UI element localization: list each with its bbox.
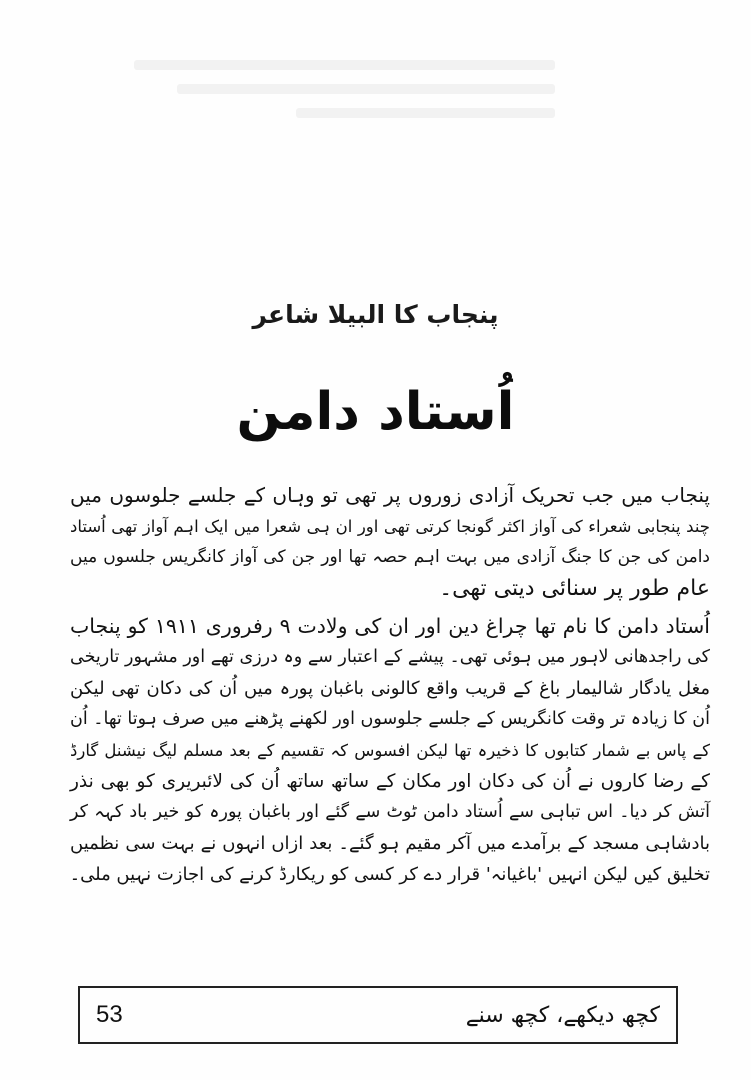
paragraph-2 (70, 611, 710, 890)
text-line: اُستاد دامن کا نام تھا چراغ دین اور ان کی ولادت ۹ رفروری ۱۹۱۱ کو پنجاب (70, 614, 710, 638)
text-line: آتش کر دیا۔ اس تباہی سے اُستاد دامن ٹوٹ سے گئے اور باغبان پورہ کو خیر باد کہہ کر (70, 802, 710, 822)
text-line: عام طور پر سنائی دیتی تھی۔ (439, 576, 710, 601)
page-number: 53 (96, 1001, 123, 1028)
text-line: اُن کا زیادہ تر وقت کانگریس کے جلسے جلوسوں اور لکھنے پڑھنے میں صرف ہوتا تھا۔ اُن (70, 709, 710, 729)
text-line: مغل یادگار شالیمار باغ کے قریب واقع کالونی باغبان پورہ میں اُن کی دکان تھی لیکن (70, 678, 710, 699)
page-footer (78, 986, 678, 1044)
text-line: کی راجدھانی لاہور میں ہوئی تھی۔ پیشے کے اعتبار سے وہ درزی تھے اور مشہور تاریخی (70, 647, 710, 667)
text-line: بادشاہی مسجد کے برآمدے میں آکر مقیم ہو گئے۔ بعد ازاں انہوں نے بہت سی نظمیں (70, 833, 710, 854)
text-line: تخلیق کیں لیکن انہیں 'باغیانہ' قرار دے کر کسی کو ریکارڈ کرنے کی اجازت نہیں ملی۔ (69, 864, 710, 885)
running-book-title: کچھ دیکھے، کچھ سنے (465, 1002, 660, 1028)
text-line: کے پاس بے شمار کتابوں کا ذخیرہ تھا لیکن افسوس کہ تقسیم کے بعد مسلم لیگ نیشنل گارڈ (70, 741, 710, 760)
text-line: پنجاب میں جب تحریک آزادی زوروں پر تھی تو وہاں کے جلسے جلوسوں میں (70, 483, 710, 507)
text-line: کے رضا کاروں نے اُن کی دکان اور مکان کے ساتھ ساتھ اُن کی لائبریری کو بھی نذر (70, 771, 710, 792)
chapter-subtitle: پنجاب کا البیلا شاعر (252, 300, 499, 329)
text-line: دامن کی جن کا جنگ آزادی میں بہت اہم حصہ تھا اور جن کی آواز کانگریس جلسوں میں (70, 547, 710, 567)
text-line: چند پنجابی شعراء کی آواز اکثر گونجا کرتی تھی اور ان ہی شعرا میں ایک اہم آواز تھی اُستاد (70, 517, 710, 536)
chapter-title: اُستاد دامن (236, 382, 515, 442)
body-text (70, 480, 710, 897)
paragraph-1 (70, 480, 710, 604)
show-through-text (80, 60, 620, 170)
